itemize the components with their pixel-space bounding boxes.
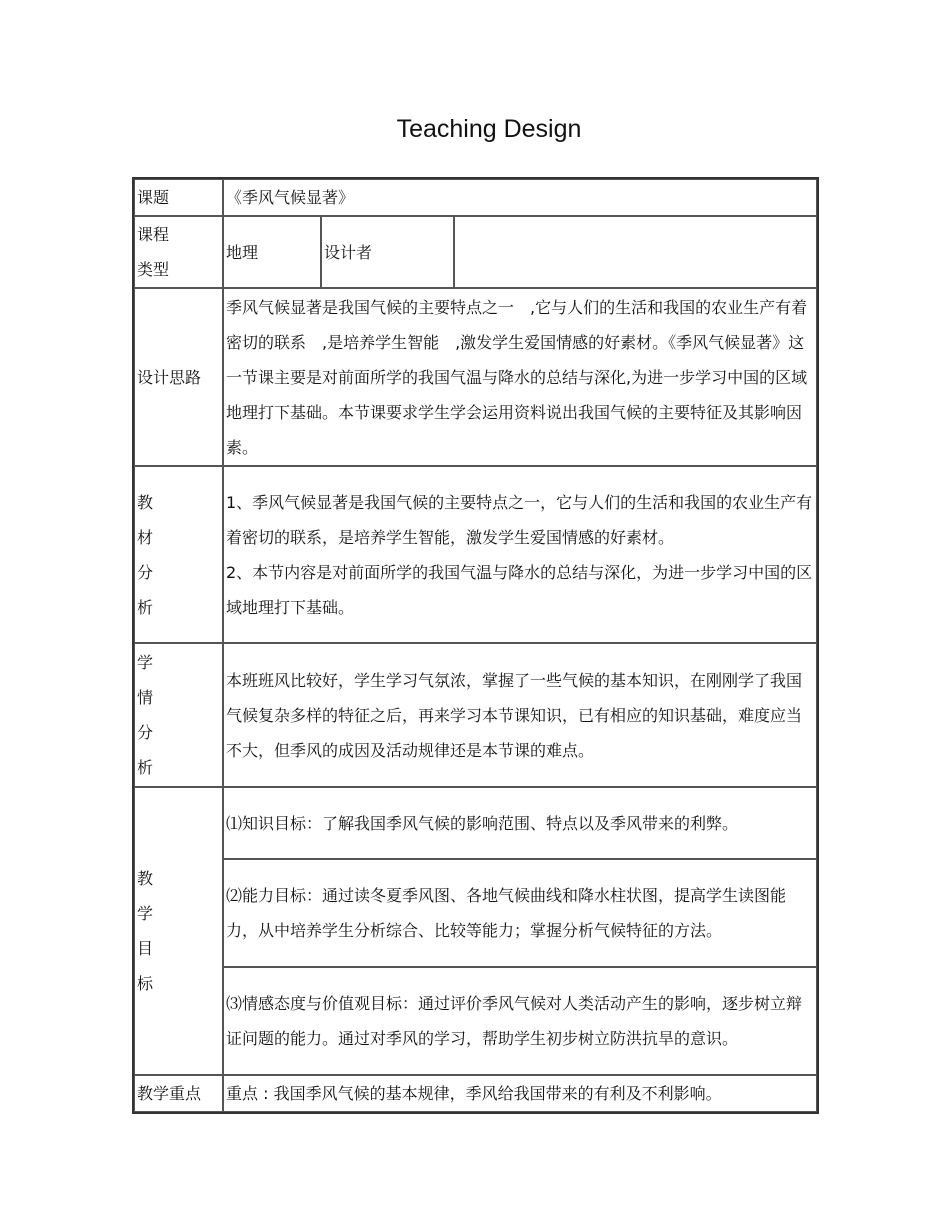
- objectives-label: 教 学 目 标: [134, 787, 223, 1075]
- student-analysis-text: 本班班风比较好，学生学习气氛浓，掌握了一些气候的基本知识，在刚刚学了我国气候复杂多样的特征之后，再来学习本节课知识，已有相应的知识基础，难度应当不大，但季风的成因及活动规律还是本节课的难点。: [223, 643, 817, 787]
- material-item-2: 2、本节内容是对前面所学的我国气温与降水的总结与深化，为进一步学习中国的区域地理打下基础。: [226, 562, 813, 617]
- student-analysis-label: 学 情 分 析: [134, 643, 223, 787]
- designer-value: [454, 216, 817, 288]
- material-analysis-row: [134, 466, 817, 643]
- course-type-label: 课程 类型: [134, 216, 223, 288]
- key-point-label: 教学重点: [134, 1075, 223, 1112]
- ability-objective: ⑵能力目标：通过读冬夏季风图、各地气候曲线和降水柱状图，提高学生读图能力，从中培养学生分析综合、比较等能力；掌握分析气候特征的方法。: [223, 859, 817, 967]
- topic-row: [134, 179, 817, 216]
- emotion-objective: ⑶情感态度与价值观目标：通过评价季风气候对人类活动产生的影响，逐步树立辩证问题的能力。通过对季风的学习，帮助学生初步树立防洪抗旱的意识。: [223, 967, 817, 1075]
- designer-label: 设计者: [321, 216, 454, 288]
- key-point-text: 重点 : 我国季风气候的基本规律，季风给我国带来的有利及不利影响。: [223, 1075, 817, 1112]
- topic-value: 《季风气候显著》: [223, 179, 817, 216]
- topic-label: 课题: [134, 179, 223, 216]
- objective-row-3: [134, 967, 817, 1075]
- course-type-value: 地理: [223, 216, 321, 288]
- course-type-row: [134, 216, 817, 288]
- student-analysis-row: [134, 643, 817, 787]
- key-point-row: [134, 1075, 817, 1112]
- objective-row-1: [134, 787, 817, 859]
- design-idea-row: [134, 288, 817, 466]
- design-idea-text: 季风气候显著是我国气候的主要特点之一 ,它与人们的生活和我国的农业生产有着密切的联系 ,是培养学生智能 ,激发学生爱国情感的好素材。《季风气候显著》这一节课主要是对前面所学的我国气温与降水的总结与深化,为进一步学习中国的区域地理打下基础。本节课要求学生学会运用资料说出我国气候的主要特征及其影响因素。: [223, 288, 817, 466]
- material-item-1: 1、季风气候显著是我国气候的主要特点之一，它与人们的生活和我国的农业生产有着密切的联系，是培养学生智能，激发学生爱国情感的好素材。: [226, 492, 813, 547]
- objective-row-2: [134, 859, 817, 967]
- page-title: Teaching Design: [396, 115, 582, 143]
- material-analysis-text: [223, 466, 817, 643]
- material-analysis-label: 教 材 分 析: [134, 466, 223, 643]
- teaching-design-table: [132, 177, 819, 1114]
- design-idea-label: 设计思路: [134, 288, 223, 466]
- knowledge-objective: ⑴知识目标：了解我国季风气候的影响范围、特点以及季风带来的利弊。: [223, 787, 817, 859]
